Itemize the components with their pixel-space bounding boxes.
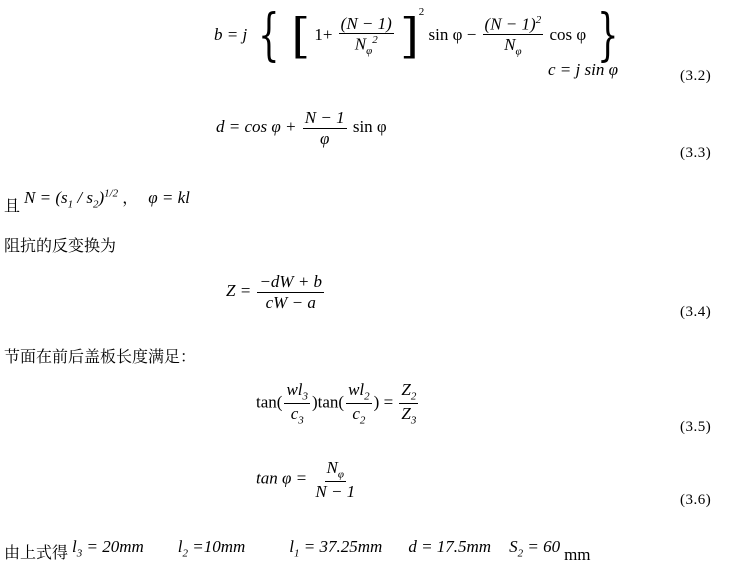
eq33-den: φ	[319, 128, 330, 148]
line-values	[4, 534, 591, 564]
eq34-frac	[257, 272, 324, 312]
eq36-frac: $\frac{N_\varphi}{N - 1}$	[315, 458, 356, 502]
eq32-number: (3.2)	[680, 68, 712, 84]
equation-3-2	[214, 3, 626, 68]
eq33-tail: sin φ	[352, 116, 387, 136]
n-definition: $N = (s_1 / s_2)^{1/2}$	[24, 187, 119, 211]
eq33-frac	[303, 108, 347, 148]
eq32-den2: $N_\varphi$	[504, 35, 522, 58]
eq35-t3: ) =	[373, 392, 394, 412]
qie-char: 且	[4, 196, 21, 215]
text-inverse-transform: 阻抗的反变换为	[4, 236, 117, 255]
eq35-t1: tan(	[256, 392, 283, 412]
line-definition	[4, 185, 190, 215]
eq34-den: cW − a	[265, 292, 316, 312]
eq32-num1: (N − 1)	[340, 13, 392, 33]
eq35-frac2: $\frac{wl_2}{c_2}$	[348, 380, 370, 427]
eq35-number: (3.5)	[680, 419, 712, 435]
eq32-frac1	[339, 14, 394, 58]
phi-definition: φ = kl	[148, 188, 190, 207]
equation-3-5	[256, 380, 420, 427]
eq33-num: N − 1	[304, 108, 345, 127]
equation-3-3	[216, 108, 387, 148]
eq36-number: (3.6)	[680, 492, 712, 508]
left-bracket: [	[291, 8, 311, 64]
eq33-lhs: d = cos φ +	[216, 116, 297, 136]
eq32-den1: $N_\varphi^2$	[354, 34, 378, 58]
equation-3-4	[226, 272, 326, 312]
eq32-mid: sin φ −	[428, 24, 477, 44]
eq32-num2: $(N - 1)^2$	[484, 13, 542, 34]
eq32-c-expr: c = j sin φ	[548, 60, 618, 79]
eq35-frac3: $\frac{Z_2}{Z_3}$	[401, 380, 417, 427]
value-s2: $S_2 = 60$	[509, 537, 561, 560]
value-l2: $l_2 =10mm$	[177, 537, 246, 560]
eq34-num: −dW + b	[259, 272, 323, 291]
eq32-tail: cos φ	[549, 24, 587, 44]
left-brace: {	[258, 3, 280, 68]
eq35-t2: )tan(	[312, 392, 345, 412]
comma: ，	[122, 188, 139, 207]
eq36-lhs: tan φ =	[256, 468, 308, 488]
eq34-lhs: Z =	[226, 280, 252, 300]
right-bracket: ]	[400, 8, 419, 64]
value-unit: mm	[564, 545, 591, 564]
eq32-frac2	[483, 14, 544, 58]
eq32-one: 1+	[314, 24, 333, 44]
eq32-lhs: b = j	[214, 24, 248, 44]
value-l3: $l_3 = 20mm$	[72, 537, 144, 560]
eq32-outer-sup: 2	[418, 6, 425, 19]
right-brace: }	[597, 3, 619, 68]
value-d: d = 17.5mm	[408, 537, 492, 556]
equation-3-6	[256, 458, 359, 502]
eq34-number: (3.4)	[680, 304, 712, 320]
eq33-number: (3.3)	[680, 145, 712, 161]
value-l1: $l_1 = 37.25mm$	[289, 537, 383, 560]
eq35-frac1: $\frac{wl_3}{c_3}$	[286, 380, 308, 427]
text-from-above: 由上式得	[4, 543, 69, 562]
text-condition: 节面在前后盖板长度满足：	[4, 347, 197, 366]
